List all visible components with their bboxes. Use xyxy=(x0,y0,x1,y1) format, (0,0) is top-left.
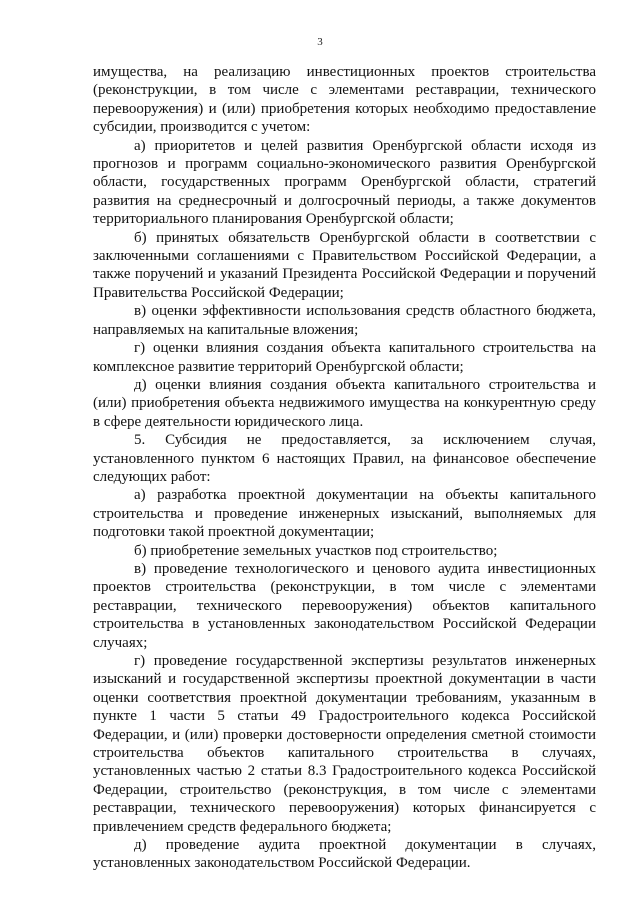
paragraph-section-5: 5. Субсидия не предоставляется, за исключением случая, установленного пунктом 6 настоящих Правил, на финансовое обеспечение следующих работ: xyxy=(93,432,596,485)
paragraph-item-b: б) принятых обязательств Оренбургской области в соответствии с заключенными соглашениями с Правительством Российской Федерации, а также поручений и указаний Президента Российской Федерации и поручений Правительства Российской Федерации; xyxy=(93,229,596,301)
paragraph-section-5-item-d: д) проведение аудита проектной документации в случаях, установленных законодательством Российской Федерации. xyxy=(93,837,596,872)
paragraph-item-d: д) оценки влияния создания объекта капитального строительства и (или) приобретения объекта недвижимого имущества на конкурентную среду в сфере деятельности юридического лица. xyxy=(93,376,596,430)
paragraph-item-a: а) приоритетов и целей развития Оренбургской области исходя из прогнозов и программ социально-экономического развития Оренбургской области, государственных программ Оренбургской области, стратегий развития на среднесрочный и долгосрочный периоды, а также документов территориального планирования Оренбургской области; xyxy=(93,137,596,228)
paragraph-section-5-item-b: б) приобретение земельных участков под строительство; xyxy=(134,542,498,559)
paragraph-item-g: г) оценки влияния создания объекта капитального строительства на комплексное развитие территорий Оренбургской области; xyxy=(93,340,596,375)
paragraph-section-5-item-a: а) разработка проектной документации на объекты капитального строительства и проведение инженерных изысканий, выполняемых для подготовки такой проектной документации; xyxy=(93,487,596,541)
paragraph-continuation: имущества, на реализацию инвестиционных проектов строительства (реконструкции, в том числе с элементами реставрации, технического перевооружения) и (или) приобретения которых необходимо предоставление субсидии, производится с учетом: xyxy=(93,64,596,136)
paragraph-section-5-item-g: г) проведение государственной экспертизы результатов инженерных изысканий и государственной экспертизы проектной документации в части оценки соответствия проектной документации требованиям, указанным в пункте 1 части 5 статьи 49 Градостроительного кодекса Российской Федерации, и (или) проверки достоверности определения сметной стоимости строительства объектов капитального строительства в случаях, установленных частью 2 статьи 8.3 Градостроительного кодекса Российской Федерации, строительство (реконструкция, в том числе с элементами реставрации, технического перевооружения) которых финансируется с привлечением средств федерального бюджета; xyxy=(93,653,596,835)
page-number: 3 xyxy=(317,36,323,48)
document-body xyxy=(93,63,596,873)
paragraph-section-5-item-v: в) проведение технологического и ценового аудита инвестиционных проектов строительства (реконструкции, в том числе с элементами реставрации, технического перевооружения) объектов капитального строительства в установленных законодательством Российской Федерации случаях; xyxy=(93,560,596,651)
paragraph-item-v: в) оценки эффективности использования средств областного бюджета, направляемых на капитальные вложения; xyxy=(93,303,596,338)
